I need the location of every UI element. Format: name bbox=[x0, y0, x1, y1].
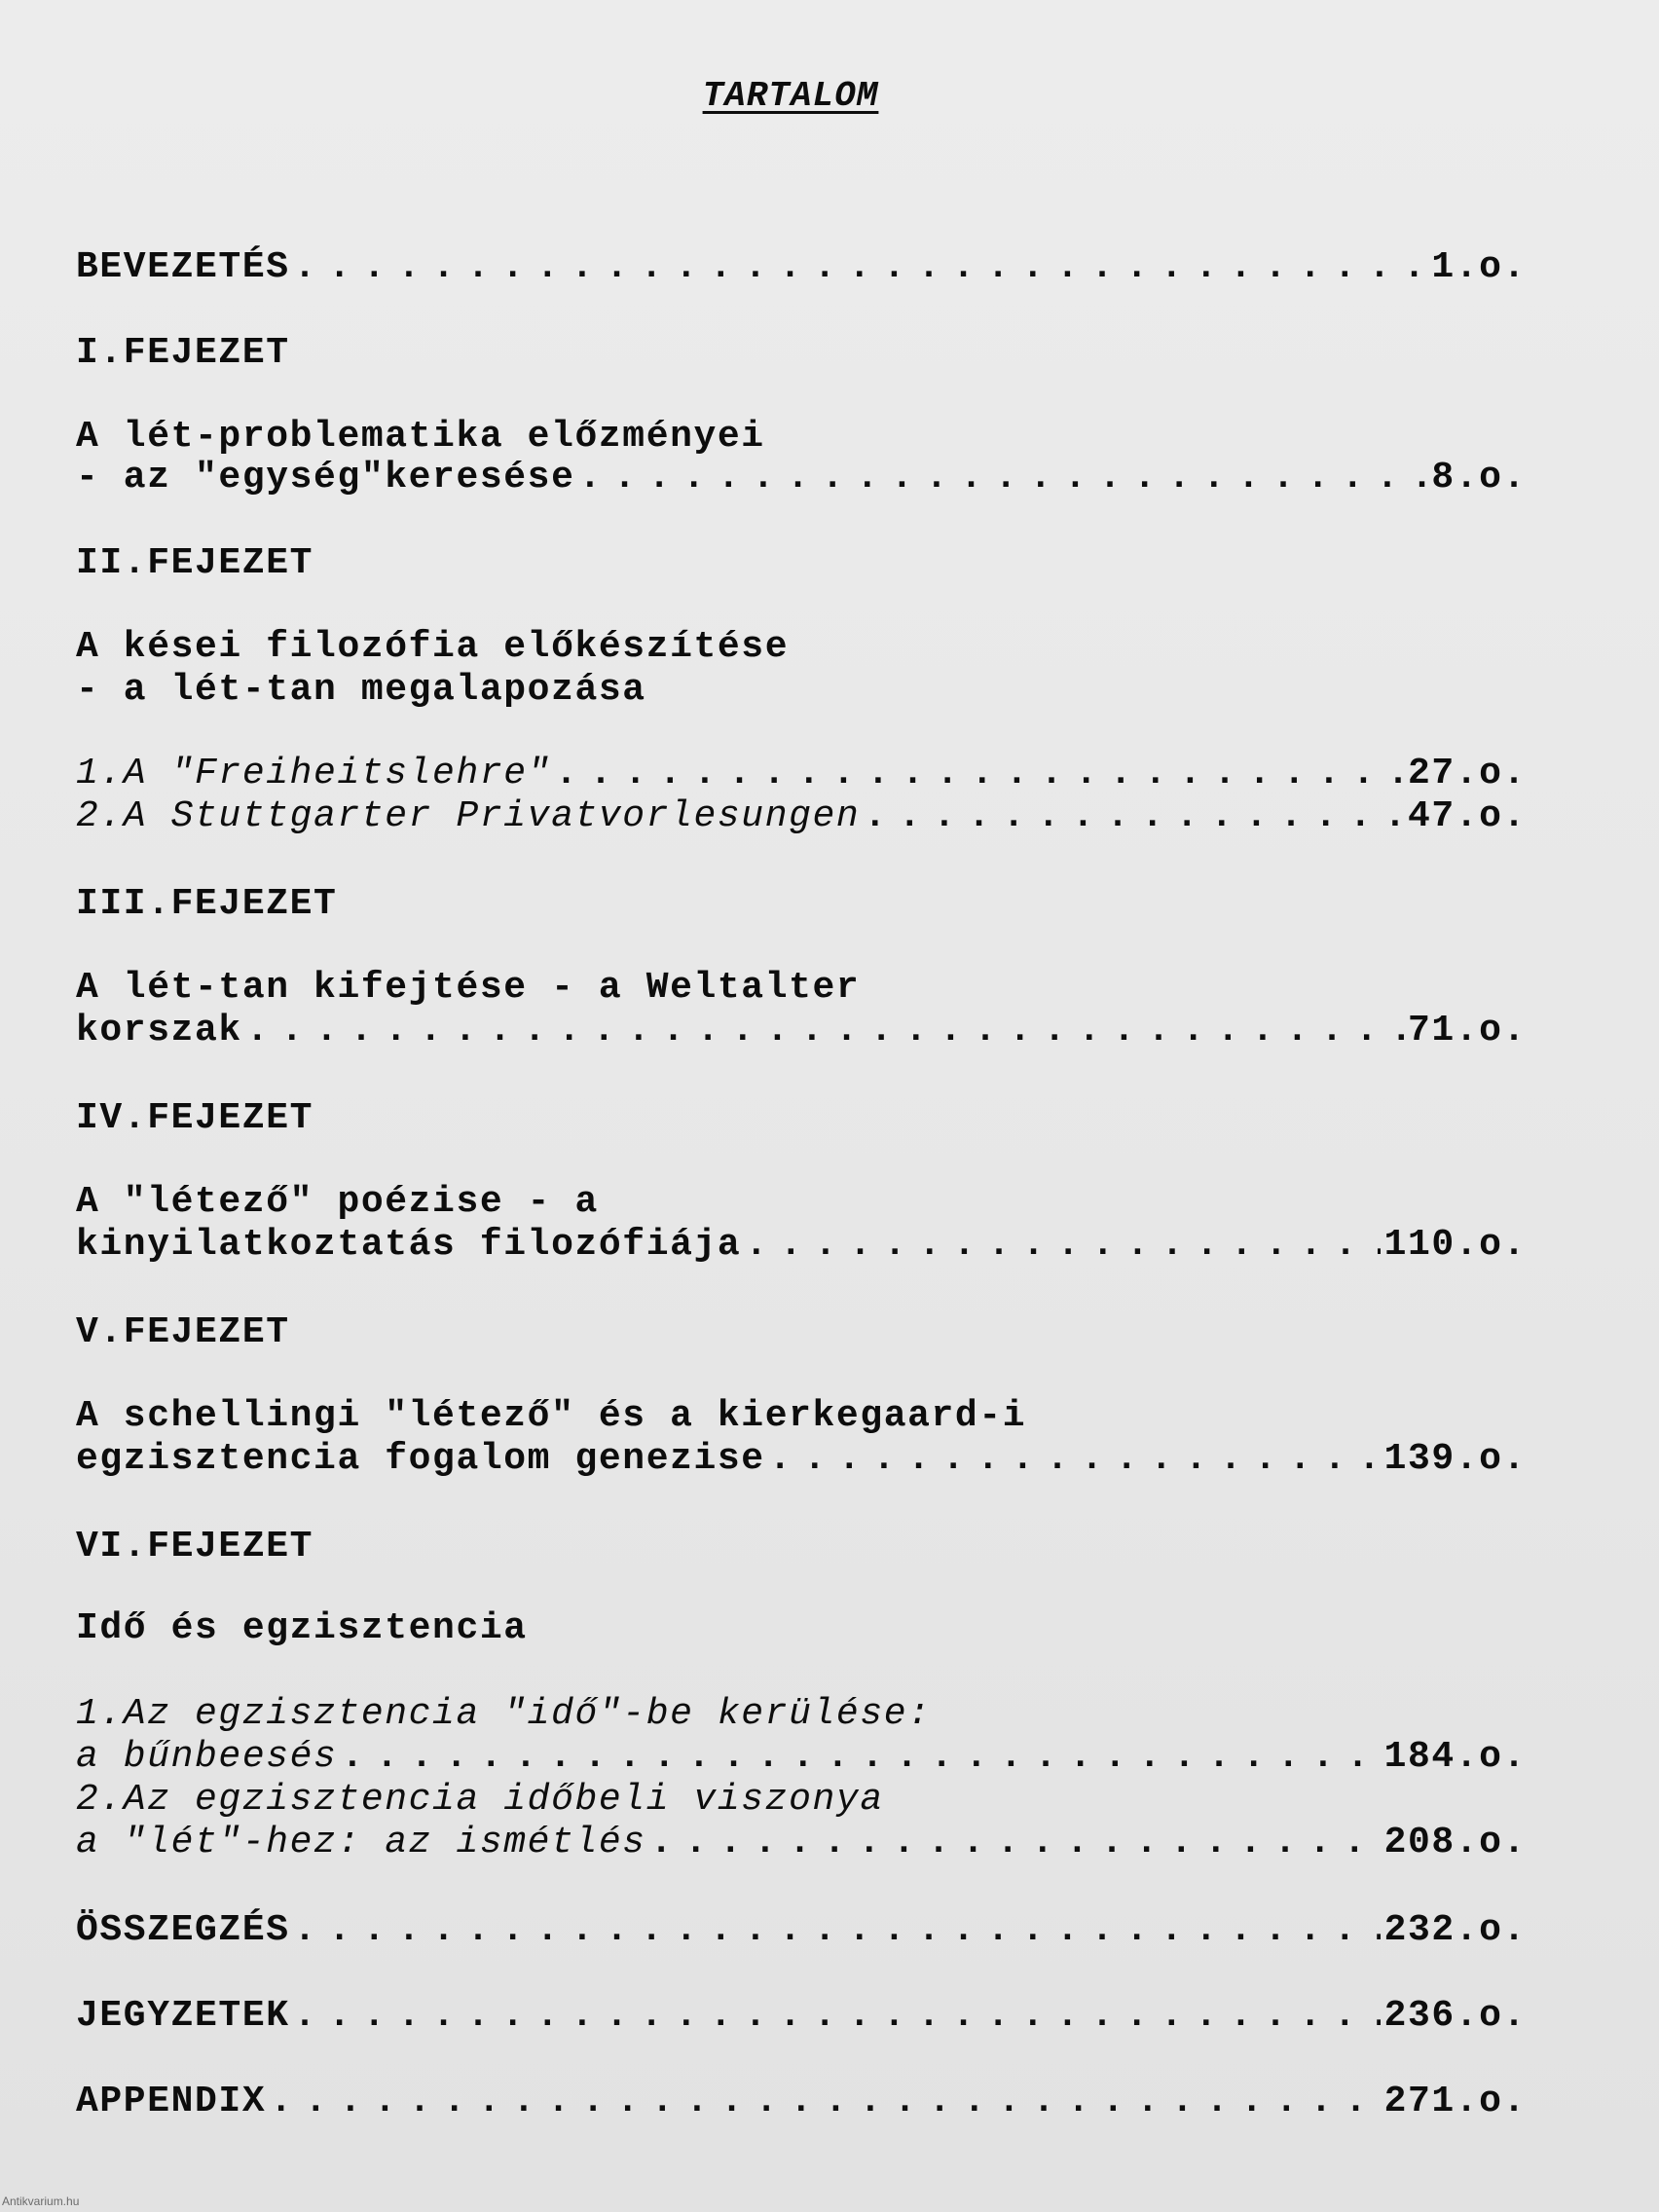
watermark: Antikvarium.hu bbox=[2, 2194, 80, 2208]
toc-page-number: 71.o. bbox=[1407, 1010, 1527, 1051]
dot-leader bbox=[650, 1821, 1381, 1865]
toc-label: korszak bbox=[76, 1010, 242, 1051]
chapter-heading-4: IV.FEJEZET bbox=[76, 1097, 314, 1139]
dot-leader bbox=[294, 1908, 1381, 1953]
toc-entry-6-1-line1: 1.Az egzisztencia "idő"-be kerülése: bbox=[76, 1693, 932, 1735]
toc-label: 1.A "Freiheitslehre" bbox=[76, 753, 552, 794]
toc-label: a "lét"-hez: az ismétlés bbox=[76, 1822, 646, 1863]
toc-label: 2.A Stuttgarter Privatvorlesungen bbox=[76, 795, 861, 837]
toc-label: a bűnbeesés bbox=[76, 1736, 338, 1778]
dot-leader bbox=[769, 1437, 1381, 1482]
toc-page-number: 47.o. bbox=[1407, 795, 1527, 837]
dot-leader bbox=[555, 752, 1404, 796]
toc-entry-2-2 bbox=[76, 794, 1527, 839]
toc-entry-6-2-line1: 2.Az egzisztencia időbeli viszonya bbox=[76, 1779, 884, 1821]
toc-entry-6-1 bbox=[76, 1735, 1527, 1780]
dot-leader bbox=[341, 1735, 1380, 1780]
chapter-heading-3: III.FEJEZET bbox=[76, 883, 338, 925]
toc-page-number: 27.o. bbox=[1407, 753, 1527, 794]
dot-leader bbox=[745, 1223, 1380, 1268]
chapter-title-1-line1: A lét-problematika előzményei bbox=[76, 416, 765, 458]
toc-label: kinyilatkoztatás filozófiája bbox=[76, 1224, 742, 1266]
toc-page-number: 1.o. bbox=[1431, 246, 1527, 288]
page-title: TARTALOM bbox=[702, 76, 879, 116]
toc-entry-appendix bbox=[76, 2080, 1527, 2124]
chapter-heading-1: I.FEJEZET bbox=[76, 332, 290, 374]
chapter-heading-6: VI.FEJEZET bbox=[76, 1526, 314, 1567]
toc-label: BEVEZETÉS bbox=[76, 246, 290, 288]
toc-page-number: 8.o. bbox=[1431, 457, 1527, 498]
toc-entry-2-1 bbox=[76, 752, 1527, 796]
toc-page-number: 271.o. bbox=[1383, 2081, 1527, 2122]
toc-entry-chapter-3 bbox=[76, 1009, 1527, 1053]
toc-page-number: 208.o. bbox=[1383, 1822, 1527, 1863]
chapter-title-4-line1: A "létező" poézise - a bbox=[76, 1181, 599, 1223]
dot-leader bbox=[864, 794, 1404, 839]
toc-entry-6-2 bbox=[76, 1821, 1527, 1865]
dot-leader bbox=[246, 1009, 1404, 1053]
toc-page-number: 236.o. bbox=[1383, 1995, 1527, 2037]
dot-leader bbox=[578, 456, 1427, 500]
toc-entry-osszegzes bbox=[76, 1908, 1527, 1953]
toc-label: ÖSSZEGZÉS bbox=[76, 1909, 290, 1951]
toc-entry-chapter-1 bbox=[76, 456, 1527, 500]
toc-entry-bevezetes bbox=[76, 245, 1527, 290]
toc-page-number: 139.o. bbox=[1383, 1438, 1527, 1480]
dot-leader bbox=[294, 1994, 1381, 2039]
toc-page-number: 110.o. bbox=[1383, 1224, 1527, 1266]
chapter-title-2-line2: - a lét-tan megalapozása bbox=[76, 669, 646, 711]
chapter-heading-2: II.FEJEZET bbox=[76, 542, 314, 584]
chapter-title-2-line1: A kései filozófia előkészítése bbox=[76, 626, 790, 668]
chapter-heading-5: V.FEJEZET bbox=[76, 1311, 290, 1353]
dot-leader bbox=[270, 2080, 1380, 2124]
toc-page-number: 232.o. bbox=[1383, 1909, 1527, 1951]
chapter-title-5-line1: A schellingi "létező" és a kierkegaard-i bbox=[76, 1395, 1027, 1437]
chapter-title-3-line1: A lét-tan kifejtése - a Weltalter bbox=[76, 967, 861, 1009]
chapter-title-6-line1: Idő és egzisztencia bbox=[76, 1607, 528, 1649]
dot-leader bbox=[294, 245, 1428, 290]
toc-label: - az "egység"keresése bbox=[76, 457, 575, 498]
toc-entry-jegyzetek bbox=[76, 1994, 1527, 2039]
toc-entry-chapter-5 bbox=[76, 1437, 1527, 1482]
toc-entry-chapter-4 bbox=[76, 1223, 1527, 1268]
toc-label: APPENDIX bbox=[76, 2081, 267, 2122]
toc-label: JEGYZETEK bbox=[76, 1995, 290, 2037]
toc-page-number: 184.o. bbox=[1383, 1736, 1527, 1778]
toc-label: egzisztencia fogalom genezise bbox=[76, 1438, 765, 1480]
